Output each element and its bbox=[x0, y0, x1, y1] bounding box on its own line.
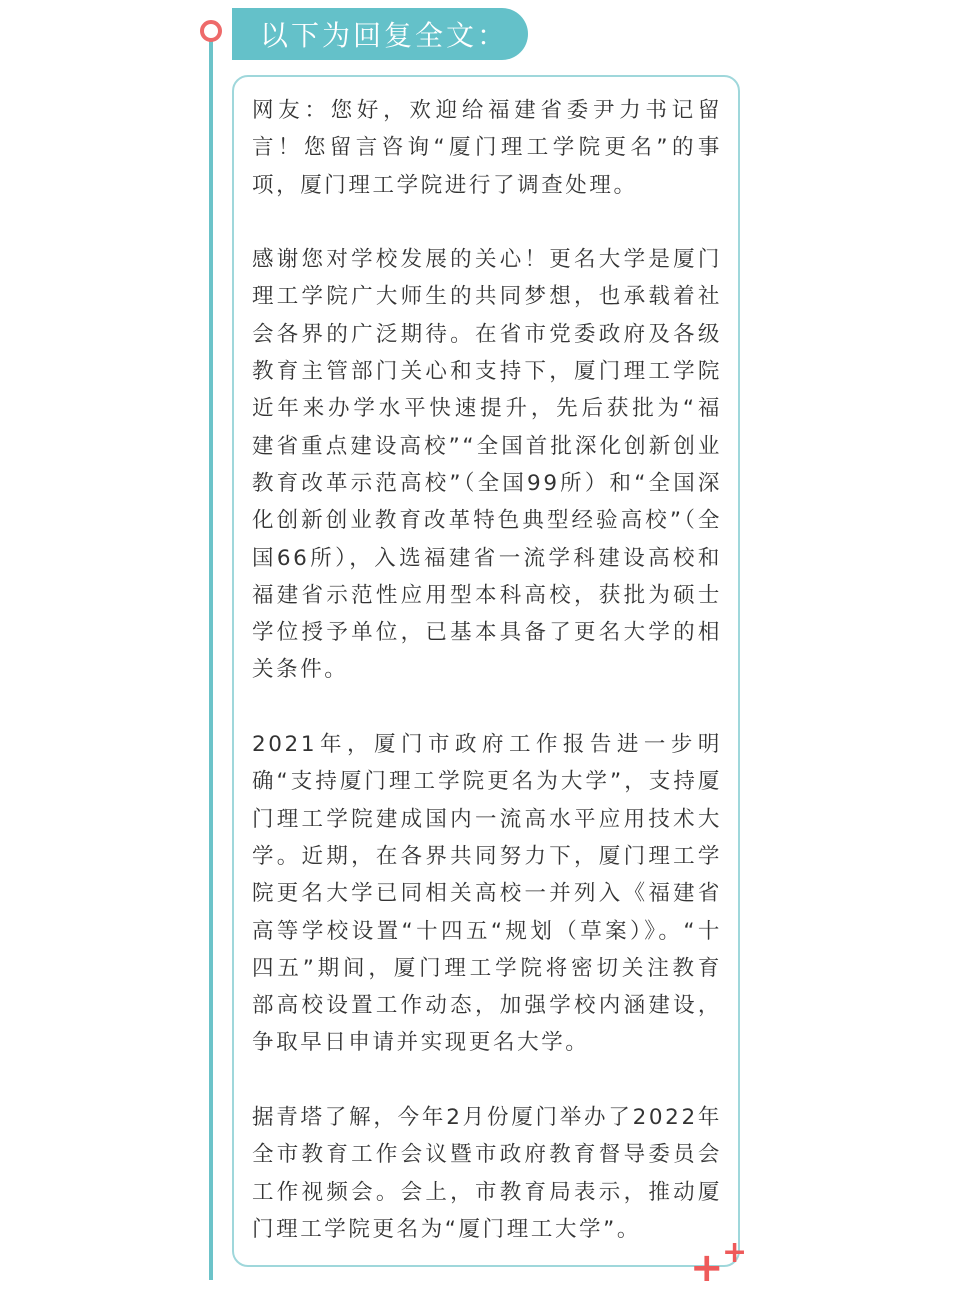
plus-icon-large: + bbox=[690, 1245, 724, 1291]
paragraph-government-report: 2021年，厦门市政府工作报告进一步明确“支持厦门理工学院更名为大学”，支持厦门理工学院建成国内一流高水平应用技术大学。近期，在各界共同努力下，厦门理工学院更名大学已同相关高校一并列入《福建省高等学校设置“十四五“规划（草案）》。“十四五”期间，厦门理工学院将密切关注教育部高校设置工作动态，加强学校内涵建设，争取早日申请并实现更名大学。 bbox=[252, 732, 722, 1056]
paragraph-school-development: 感谢您对学校发展的关心！更名大学是厦门理工学院广大师生的共同梦想，也承载着社会各界的广泛期待。在省市党委政府及各级教育主管部门关心和支持下，厦门理工学院近年来办学水平快速提升，先后获批为“福建省重点建设高校”“全国首批深化创新创业教育改革示范高校”（全国99所）和“全国深化创新创业教育改革特色典型经验高校”（全国66所），入选福建省一流学科建设高校和福建省示范性应用型本科高校，获批为硕士学位授予单位，已基本具备了更名大学的相关条件。 bbox=[252, 247, 722, 683]
paragraph-greeting: 网友：您好，欢迎给福建省委尹力书记留言！您留言咨询“厦门理工学院更名”的事项，厦门理工学院进行了调查处理。 bbox=[252, 98, 722, 198]
title-banner bbox=[232, 8, 528, 60]
timeline-line bbox=[209, 40, 213, 1280]
reply-text-body bbox=[252, 92, 722, 1248]
timeline-dot-icon bbox=[200, 20, 222, 42]
paragraph-qingta-report: 据青塔了解，今年2月份厦门举办了2022年全市教育工作会议暨市政府教育督导委员会工作视频会。会上，市教育局表示，推动厦门理工学院更名为“厦门理工大学”。 bbox=[252, 1105, 722, 1242]
page-title: 以下为回复全文： bbox=[260, 19, 509, 52]
plus-icon-small: + bbox=[722, 1235, 748, 1270]
